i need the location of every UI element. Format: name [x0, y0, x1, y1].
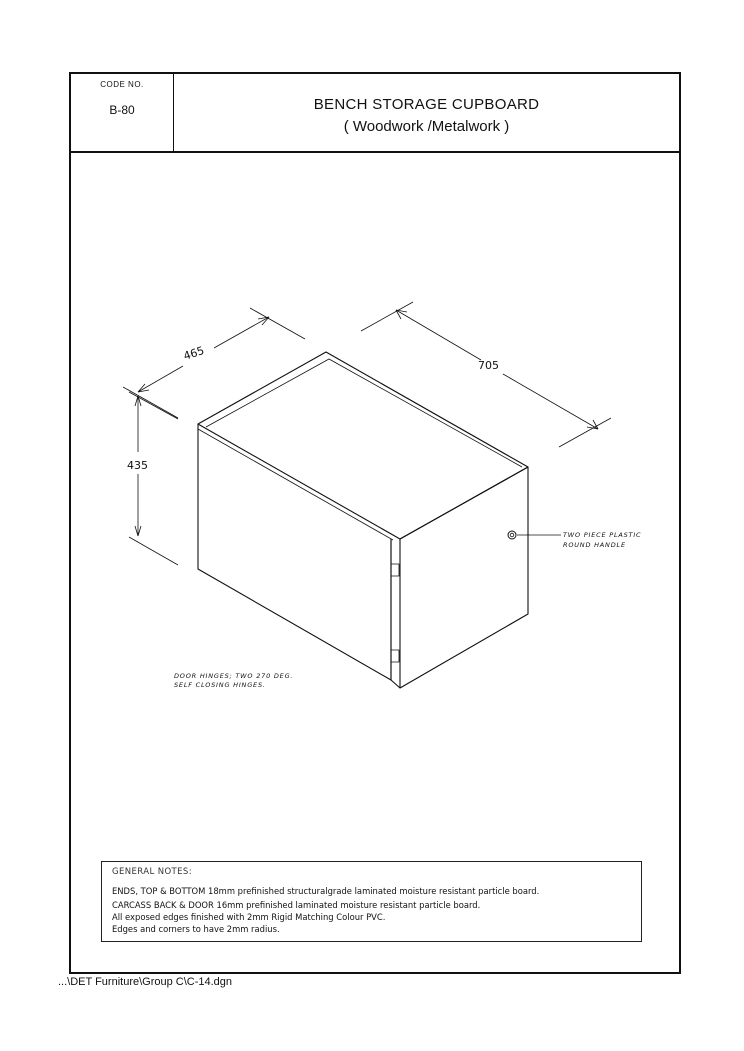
general-notes	[101, 861, 642, 942]
handle-note-line2: ROUND HANDLE	[563, 541, 626, 549]
drawing-subtitle: ( Woodwork /Metalwork )	[343, 118, 510, 135]
dim-705-ext-1	[361, 302, 413, 331]
note-item: CARCASS BACK & DOOR 16mm prefinished laminated moisture resistant particle board.	[112, 900, 481, 910]
top-edge-line	[206, 359, 522, 467]
cupboard-drawing	[71, 74, 683, 854]
door-edge	[391, 539, 400, 688]
note-item: ENDS, TOP & BOTTOM 18mm prefinished structuralgrade laminated moisture resistant particle board.	[112, 886, 540, 896]
dim-435-ext-2	[129, 537, 178, 565]
code-label: CODE NO.	[100, 80, 144, 89]
top-face	[198, 352, 528, 539]
front-face	[198, 424, 391, 680]
dim-435-label: 435	[127, 459, 148, 472]
right-face	[400, 467, 528, 688]
file-path: ...\DET Furniture\Group C\C-14.dgn	[58, 976, 233, 988]
drawing-sheet	[69, 72, 681, 974]
dim-435-ext-1	[129, 392, 178, 419]
top-front-edge	[198, 429, 393, 540]
dim-465-label: 465	[181, 344, 206, 363]
handle	[508, 531, 516, 539]
dim-705-ext-2	[559, 418, 611, 447]
hinge-upper	[391, 564, 399, 576]
notes-title: GENERAL NOTES:	[112, 867, 192, 877]
dim-705-label: 705	[478, 359, 499, 372]
handle-note-line1: TWO PIECE PLASTIC	[563, 531, 642, 539]
code-value: B-80	[109, 103, 135, 117]
note-item: Edges and corners to have 2mm radius.	[112, 924, 280, 934]
note-item: All exposed edges finished with 2mm Rigid Matching Colour PVC.	[112, 912, 386, 922]
hinge-lower	[391, 650, 399, 662]
hinge-note-line2: SELF CLOSING HINGES.	[174, 681, 266, 689]
dim-465-ext-1	[123, 387, 178, 418]
hinge-note-line1: DOOR HINGES; TWO 270 DEG.	[174, 672, 294, 680]
drawing-title: BENCH STORAGE CUPBOARD	[313, 96, 540, 113]
